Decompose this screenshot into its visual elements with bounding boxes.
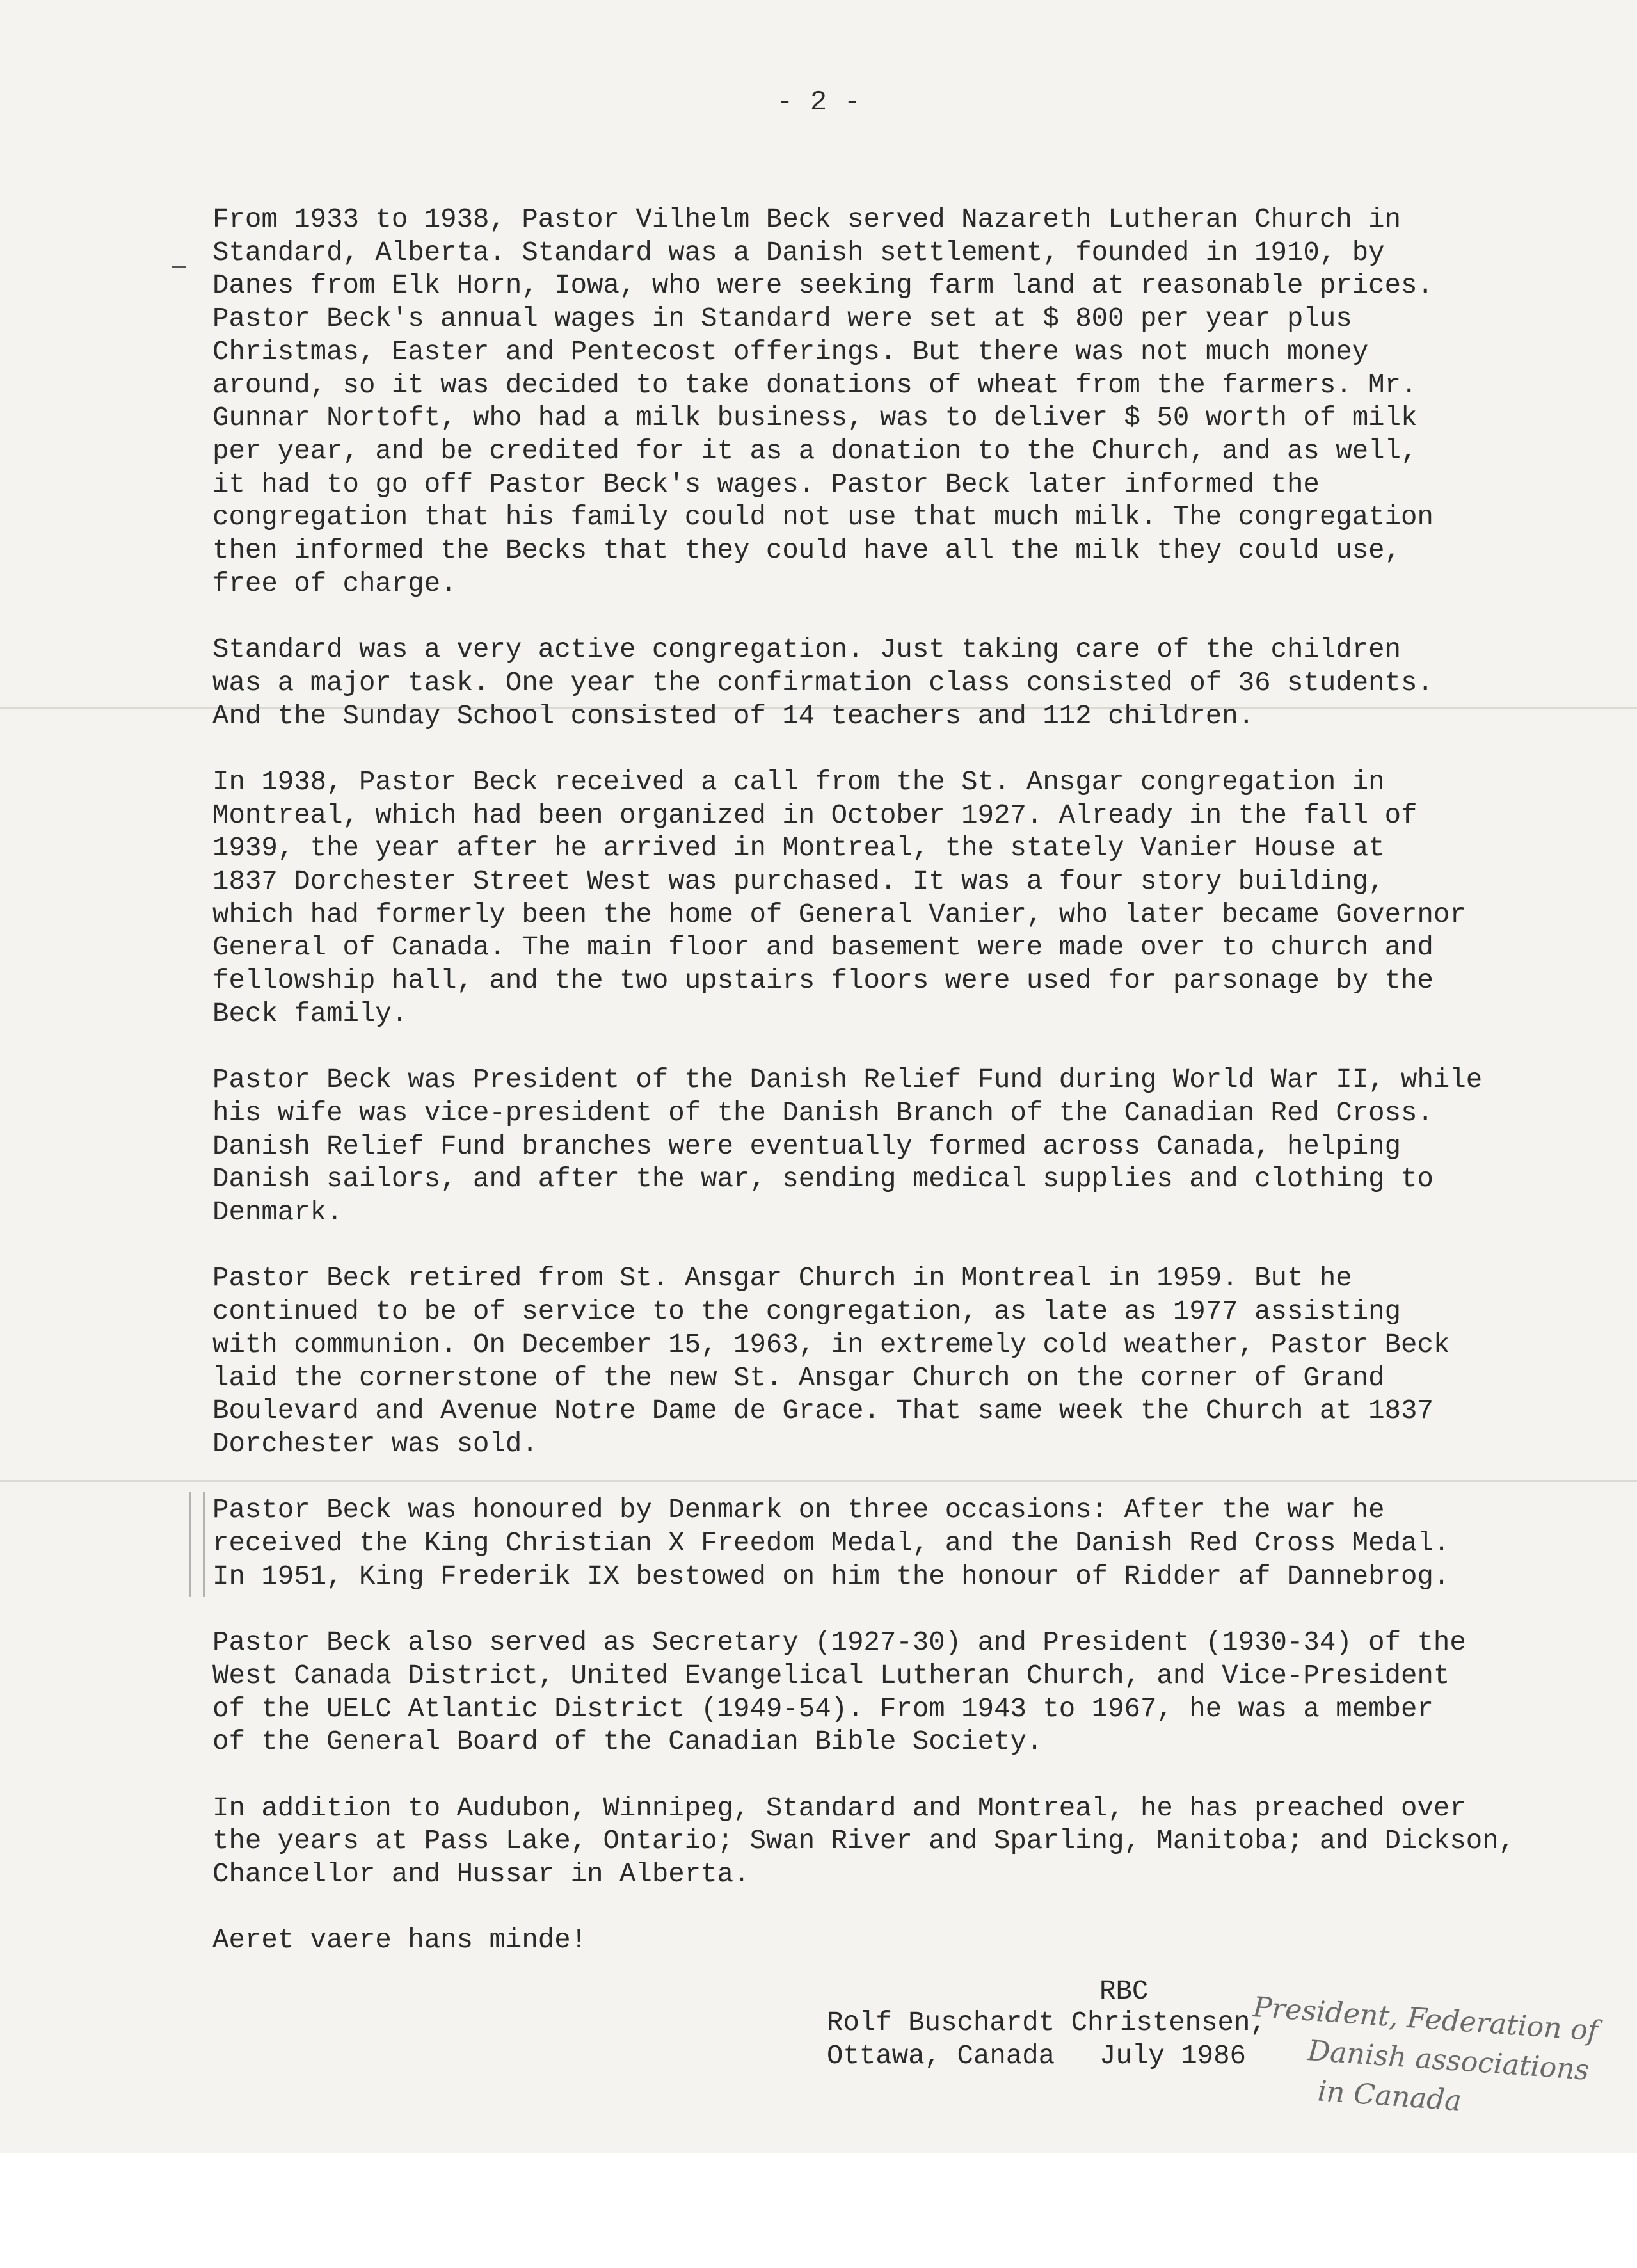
signature-date: July 1986 (1099, 2041, 1246, 2071)
text-line: Pastor Beck was honoured by Denmark on three occasions: After the war he (212, 1495, 1385, 1526)
paragraph-preaching-locations (212, 1792, 1515, 1892)
paragraph-standard-alberta (212, 204, 1512, 600)
text-line: Pastor Beck's annual wages in Standard were set at $ 800 per year plus (212, 303, 1352, 335)
text-line: received the King Christian X Freedom Medal, and the Danish Red Cross Medal. (212, 1528, 1450, 1559)
paragraph-offices-held (212, 1627, 1512, 1759)
text-line: Dorchester was sold. (212, 1428, 538, 1460)
text-line: free of charge. (212, 568, 457, 599)
text-line: Christmas, Easter and Pentecost offerings. But there was not much money (212, 336, 1369, 367)
text-line: And the Sunday School consisted of 14 teachers and 112 children. (212, 700, 1255, 732)
text-line: of the UELC Atlantic District (1949-54). From 1943 to 1967, he was a member (212, 1693, 1433, 1725)
text-line: per year, and be credited for it as a donation to the Church, and as well, (212, 435, 1417, 467)
paragraph-retirement (212, 1262, 1512, 1461)
handwritten-line: President, Federation of (1252, 1990, 1599, 2048)
text-line: Danish sailors, and after the war, sending medical supplies and clothing to (212, 1164, 1433, 1195)
margin-bracket-mark (189, 1492, 205, 1597)
text-line: Standard, Alberta. Standard was a Danish settlement, founded in 1910, by (212, 237, 1385, 268)
scan-background (0, 2153, 1637, 2268)
text-line: the years at Pass Lake, Ontario; Swan River and Sparling, Manitoba; and Dickson, (212, 1826, 1515, 1857)
text-line: In 1938, Pastor Beck received a call from the St. Ansgar congregation in (212, 766, 1385, 798)
text-line: laid the cornerstone of the new St. Ansgar Church on the corner of Grand (212, 1362, 1385, 1394)
text-line: was a major task. One year the confirmation class consisted of 36 students. (212, 667, 1433, 698)
margin-dash-mark (172, 266, 186, 268)
text-line: with communion. On December 15, 1963, in extremely cold weather, Pastor Beck (212, 1329, 1450, 1360)
letter-body (212, 204, 1515, 1958)
text-line: Standard was a very active congregation. Just taking care of the children (212, 634, 1401, 666)
handwritten-line: Danish associations (1306, 2034, 1590, 2087)
text-line: then informed the Becks that they could have all the milk they could use, (212, 535, 1401, 567)
text-line: West Canada District, United Evangelical Lutheran Church, and Vice-President (212, 1660, 1450, 1691)
text-line: Danish Relief Fund branches were eventually formed across Canada, helping (212, 1130, 1401, 1162)
text-line: General of Canada. The main floor and basement were made over to church and (212, 932, 1433, 963)
text-line: Boulevard and Avenue Notre Dame de Grace. That same week the Church at 1837 (212, 1395, 1433, 1427)
text-line: congregation that his family could not use that much milk. The congregation (212, 502, 1433, 533)
text-line: From 1933 to 1938, Pastor Vilhelm Beck served Nazareth Lutheran Church in (212, 204, 1401, 235)
paragraph-montreal-call (212, 766, 1512, 1031)
text-line: Chancellor and Hussar in Alberta. (212, 1859, 750, 1890)
handwritten-note (1246, 1988, 1612, 2132)
text-line: which had formerly been the home of General Vanier, who later became Governor (212, 899, 1466, 930)
text-line: Denmark. (212, 1197, 343, 1228)
text-line: 1939, the year after he arrived in Montreal, the stately Vanier House at (212, 833, 1385, 864)
signature-initials: RBC (1099, 1976, 1149, 2007)
text-line: In addition to Audubon, Winnipeg, Standard and Montreal, he has preached over (212, 1792, 1466, 1824)
text-line: Pastor Beck also served as Secretary (1927-30) and President (1930-34) of the (212, 1627, 1466, 1659)
text-line: fellowship hall, and the two upstairs floors were used for parsonage by the (212, 965, 1433, 997)
handwritten-line: in Canada (1316, 2075, 1463, 2118)
paragraph-active-congregation (212, 634, 1512, 733)
text-line: of the General Board of the Canadian Bible Society. (212, 1726, 1043, 1758)
text-line: In 1951, King Frederik IX bestowed on him the honour of Ridder af Dannebrog. (212, 1561, 1450, 1592)
paragraph-danish-relief-fund (212, 1064, 1512, 1230)
closing-line: Aeret vaere hans minde! (212, 1925, 587, 1956)
text-line: Pastor Beck retired from St. Ansgar Church in Montreal in 1959. But he (212, 1263, 1352, 1294)
text-line: his wife was vice-president of the Danish Branch of the Canadian Red Cross. (212, 1097, 1433, 1129)
text-line: Pastor Beck was President of the Danish Relief Fund during World War II, while (212, 1065, 1483, 1096)
text-line: Danes from Elk Horn, Iowa, who were seeking farm land at reasonable prices. (212, 270, 1433, 302)
page-number: - 2 - (776, 86, 861, 118)
text-line: around, so it was decided to take donations of wheat from the farmers. Mr. (212, 369, 1417, 401)
text-line: Montreal, which had been organized in October 1927. Already in the fall of (212, 800, 1417, 831)
text-line: 1837 Dorchester Street West was purchased. It was a four story building, (212, 866, 1385, 897)
text-line: Beck family. (212, 998, 408, 1029)
paragraph-honours (212, 1494, 1512, 1593)
text-line: Gunnar Nortoft, who had a milk business, was to deliver $ 50 worth of milk (212, 403, 1417, 434)
text-line: continued to be of service to the congregation, as late as 1977 assisting (212, 1296, 1401, 1328)
signature-place: Ottawa, Canada (827, 2041, 1055, 2071)
text-line: it had to go off Pastor Beck's wages. Pastor Beck later informed the (212, 469, 1320, 500)
signature-name: Rolf Buschardt Christensen, (827, 2007, 1266, 2038)
